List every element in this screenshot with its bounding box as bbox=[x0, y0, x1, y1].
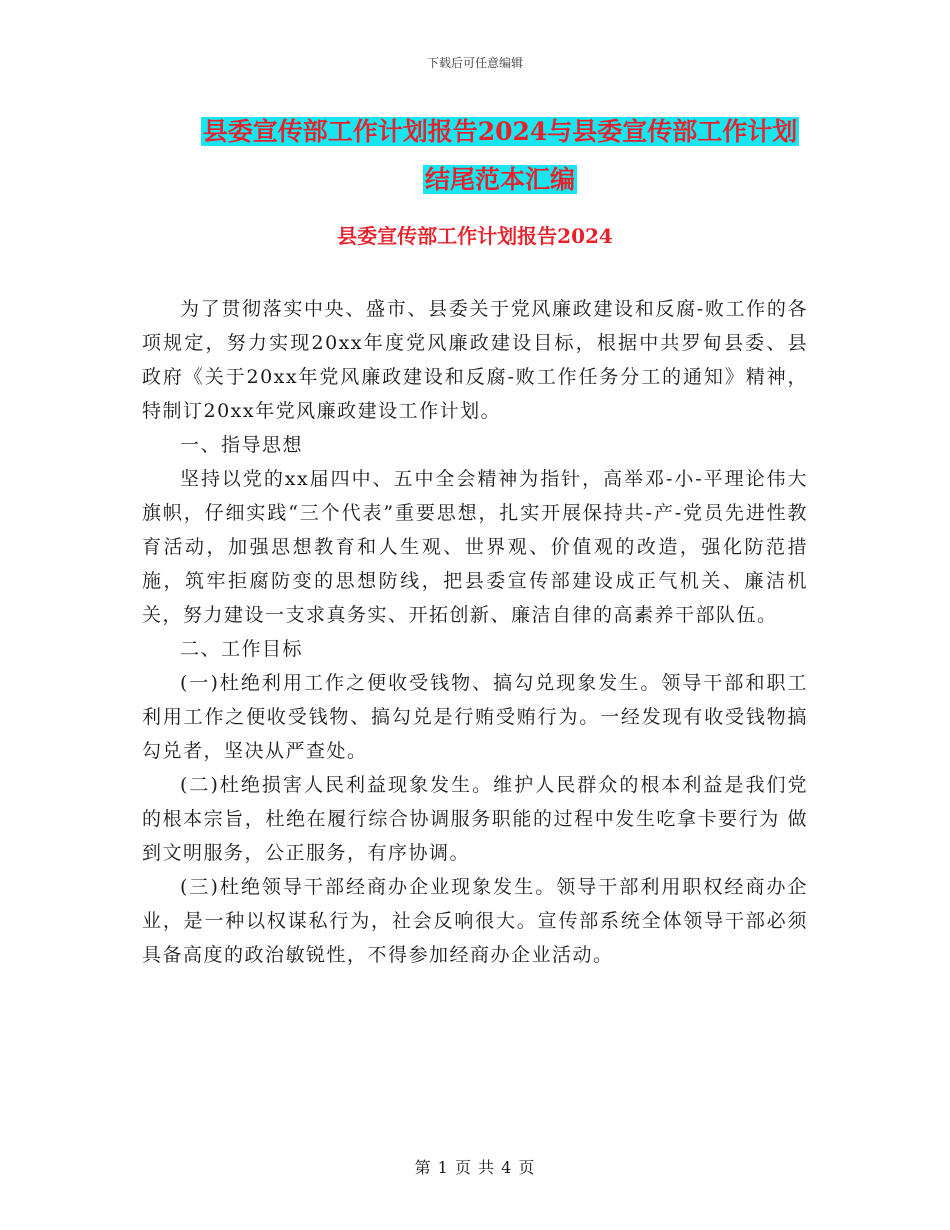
document-body bbox=[142, 292, 808, 972]
header-note: 下载后可任意编辑 bbox=[426, 56, 523, 70]
paragraph-goal-3: (三)杜绝领导干部经商办企业现象发生。领导干部利用职权经商办企业，是一种以权谋私行为，社会反响很大。宣传部系统全体领导干部必须具备高度的政治敏锐性，不得参加经商办企业活动。 bbox=[142, 876, 808, 966]
page-number-footer: 第 1 页 共 4 页 bbox=[414, 1158, 536, 1177]
paragraph-intro: 为了贯彻落实中央、盛市、县委关于党风廉政建设和反腐-败工作的各项规定，努力实现20xx年度党风廉政建设目标，根据中共罗甸县委、县政府《关于20xx年党风廉政建设和反腐-败工作任务分工的通知》精神，特制订20xx年党风廉政建设工作计划。 bbox=[142, 298, 808, 422]
document-title bbox=[140, 108, 860, 204]
paragraph-guiding-ideology: 坚持以党的xx届四中、五中全会精神为指针，高举邓-小-平理论伟大旗帜，仔细实践“三个代表”重要思想，扎实开展保持共-产-党员先进性教育活动，加强思想教育和人生观、世界观、价值观的改造，强化防范措施，筑牢拒腐防变的思想防线，把县委宣传部建设成正气机关、廉洁机关，努力建设一支求真务实、开拓创新、廉洁自律的高素养干部队伍。 bbox=[142, 468, 808, 626]
heading-work-goals: 二、工作目标 bbox=[180, 638, 304, 660]
paragraph-goal-1: (一)杜绝利用工作之便收受钱物、搞勾兑现象发生。领导干部和职工利用工作之便收受钱物、搞勾兑是行贿受贿行为。一经发现有收受钱物搞勾兑者，坚决从严查处。 bbox=[142, 672, 808, 762]
paragraph-goal-2: (二)杜绝损害人民利益现象发生。维护人民群众的根本利益是我们党的根本宗旨，杜绝在履行综合协调服务职能的过程中发生吃拿卡要行为 做到文明服务，公正服务，有序协调。 bbox=[142, 774, 808, 864]
heading-guiding-ideology: 一、指导思想 bbox=[180, 434, 304, 456]
section-title: 县委宣传部工作计划报告2024 bbox=[337, 224, 613, 248]
document-title-line-2: 结尾范本汇编 bbox=[424, 165, 575, 194]
document-title-line-1: 县委宣传部工作计划报告2024与县委宣传部工作计划 bbox=[202, 117, 798, 146]
